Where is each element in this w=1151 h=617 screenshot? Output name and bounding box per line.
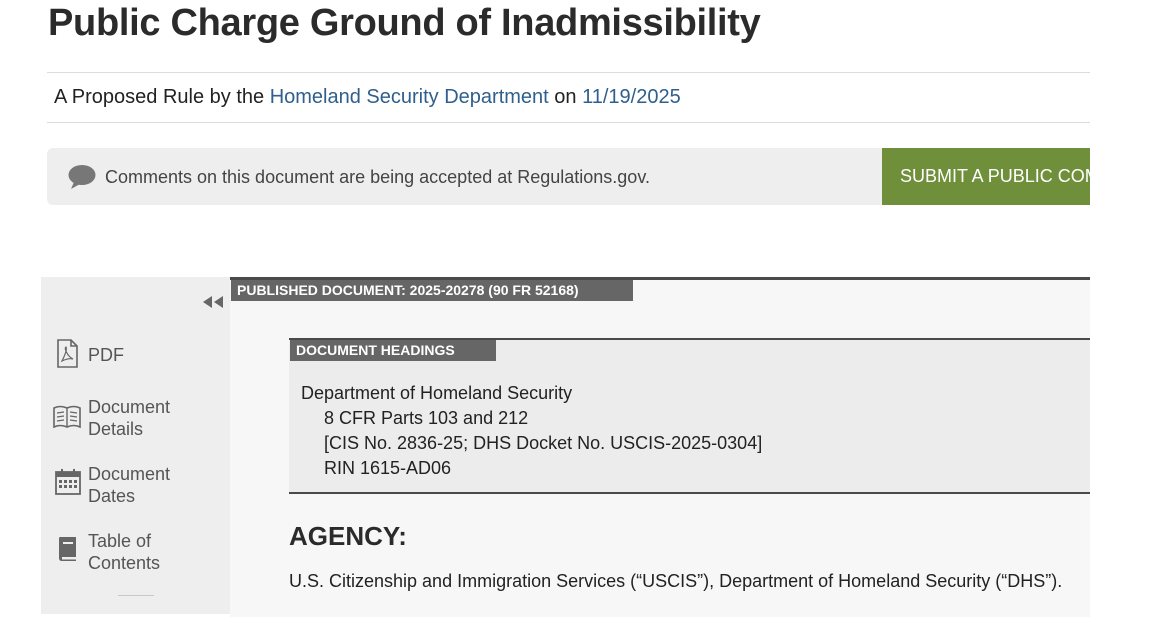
- divider: [118, 595, 154, 596]
- toc-icon: [54, 534, 84, 564]
- speech-bubble-icon: [68, 164, 96, 190]
- heading-department: Department of Homeland Security: [301, 383, 573, 403]
- byline-prefix: A Proposed Rule by the: [54, 86, 265, 108]
- calendar-icon: [54, 467, 84, 497]
- heading-cfr: 8 CFR Parts 103 and 212: [324, 408, 529, 428]
- agency-heading: AGENCY:: [289, 521, 407, 551]
- sidebar-item-label: Document Details: [88, 397, 171, 439]
- heading-docket: [CIS No. 2836-25; DHS Docket No. USCIS-2025-0304]: [324, 433, 763, 453]
- sidebar-item-table-of-contents[interactable]: [52, 530, 222, 578]
- heading-rin: RIN 1615-AD06: [324, 458, 452, 478]
- agency-link[interactable]: Homeland Security Department: [269, 86, 549, 108]
- double-chevron-left-icon[interactable]: [201, 294, 225, 310]
- published-document-tag: PUBLISHED DOCUMENT: 2025-20278 (90 FR 52168): [231, 280, 633, 301]
- submit-public-comment-button[interactable]: SUBMIT A PUBLIC COMMENT: [882, 148, 1090, 205]
- sidebar-item-document-details[interactable]: [52, 396, 222, 444]
- pdf-icon: [52, 339, 82, 369]
- sidebar-item-label: Table of Contents: [88, 531, 161, 573]
- agency-text: U.S. Citizenship and Immigration Services (“USCIS”), Department of Homeland Security (“DHS”).: [289, 571, 1063, 591]
- divider: [47, 122, 1090, 123]
- page-title: Public Charge Ground of Inadmissibility: [48, 2, 761, 44]
- byline: [54, 86, 681, 109]
- byline-on: on: [554, 86, 577, 108]
- date-link[interactable]: 11/19/2025: [582, 86, 681, 108]
- comment-notice: Comments on this document are being accepted at Regulations.gov.: [105, 167, 650, 187]
- sidebar-item-pdf[interactable]: [52, 339, 222, 387]
- book-icon: [52, 402, 82, 432]
- sidebar-item-label: Document Dates: [88, 464, 171, 506]
- sidebar-item-document-dates[interactable]: [52, 463, 222, 511]
- document-headings-tag: DOCUMENT HEADINGS: [290, 340, 496, 361]
- sidebar-item-label: PDF: [88, 345, 124, 365]
- divider: [47, 72, 1090, 73]
